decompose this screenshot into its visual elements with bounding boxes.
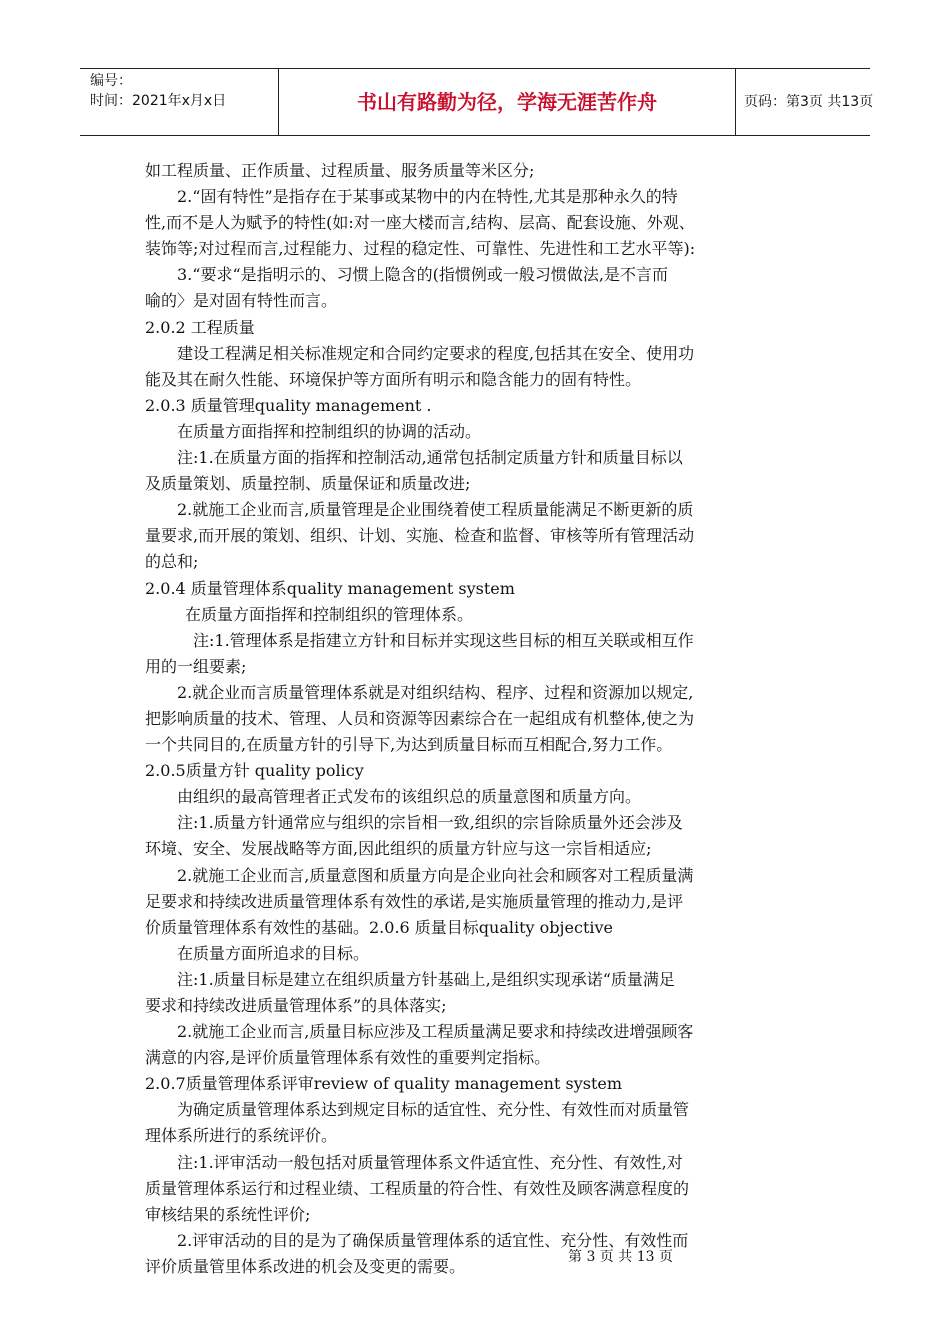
body-line: 3.“要求“是指明示的、习惯上隐含的(指惯例或一般习惯做法,是不言而 <box>177 265 668 285</box>
body-line: 在质量方面指挥和控制组织的协调的活动。 <box>177 421 482 441</box>
section-heading: 2.0.7质量管理体系评审review of quality management system <box>145 1074 623 1094</box>
body-line: 要求和持续改进质量管理体系”的具体落实; <box>145 996 447 1015</box>
body-line: 2.评审活动的目的是为了确保质量管理体系的适宜性、充分性、有效性而 <box>177 1230 689 1250</box>
document-time-label: 时间：2021年x月x日 <box>90 93 227 109</box>
body-line: 如工程质量、正作质量、过程质量、服务质量等米区分; <box>145 161 535 180</box>
body-line: 一个共同目的,在质量方针的引导下,为达到质量目标而互相配合,努力工作。 <box>145 735 673 755</box>
body-line: 为确定质量管理体系达到规定目标的适宜性、充分性、有效性而对质量管 <box>177 1100 690 1120</box>
body-line: 由组织的最高管理者正式发布的该组织总的质量意图和质量方向。 <box>177 787 642 807</box>
body-line: 注:1.质量目标是建立在组织质量方针基础上,是组织实现承诺“质量满足 <box>177 969 675 989</box>
body-line: 注:1.质量方针通常应与组织的宗旨相一致,组织的宗旨除质量外还会涉及 <box>177 813 683 833</box>
document-body <box>145 158 815 1280</box>
section-heading: 2.0.2 工程质量 <box>145 317 255 337</box>
section-heading: 2.0.3 质量管理quality management . <box>145 395 432 415</box>
body-line: 注:1.管理体系是指建立方针和目标并实现这些目标的相互关联或相互作 <box>193 630 694 650</box>
section-heading: 2.0.5质量方针 quality policy <box>145 761 364 781</box>
body-line: 价质量管理体系有效性的基础。2.0.6 质量目标quality objective <box>145 917 613 937</box>
body-line: 2.就施工企业而言,质量管理是企业围绕着使工程质量能满足不断更新的质 <box>177 500 694 520</box>
body-line: 满意的内容,是评价质量管理体系有效性的重要判定指标。 <box>145 1048 551 1068</box>
body-line: 的总和; <box>145 552 199 572</box>
body-line: 足要求和持续改进质量管理体系有效性的承诺,是实施质量管理的推动力,是评 <box>145 891 684 911</box>
body-line: 建设工程满足相关标准规定和合同约定要求的程度,包括其在安全、使用功 <box>177 343 695 363</box>
body-line: 环境、安全、发展战略等方面,因此组织的质量方针应与这一宗旨相适应; <box>145 839 652 859</box>
header-page-info: 页码：第3页 共13页 <box>744 94 874 110</box>
body-line: 2.就施工企业而言,质量目标应涉及工程质量满足要求和持续改进增强顾客 <box>177 1022 694 1042</box>
header-motto: 书山有路勤为径，学海无涯苦作舟 <box>279 69 736 135</box>
body-line: 2.就施工企业而言,质量意图和质量方向是企业向社会和顾客对工程质量满 <box>177 865 694 885</box>
body-line: 审核结果的系统性评价; <box>145 1204 311 1224</box>
document-number-label: 编号： <box>90 73 132 89</box>
body-line: 在质量方面所追求的目标。 <box>177 943 370 963</box>
body-line: 质量管理体系运行和过程业绩、工程质量的符合性、有效性及顾客满意程度的 <box>145 1178 690 1198</box>
body-line: 2.“固有特性”是指存在于某事或某物中的内在特性,尤其是那种永久的特 <box>177 187 678 207</box>
body-line: 喻的〉是对固有特性而言。 <box>145 291 338 311</box>
body-line: 在质量方面指挥和控制组织的管理体系。 <box>185 604 474 624</box>
body-line: 注:1.评审活动一般包括对质量管理体系文件适宜性、充分性、有效性,对 <box>177 1152 683 1172</box>
body-line: 性,而不是人为赋予的特性(如:对一座大楼而言,结构、层高、配套设施、外观、 <box>145 213 695 233</box>
page-header <box>80 68 874 136</box>
section-heading: 2.0.4 质量管理体系quality management system <box>145 578 515 598</box>
body-line: 把影响质量的技术、管理、人员和资源等因素综合在一起组成有机整体,使之为 <box>145 708 695 728</box>
header-meta <box>80 69 279 135</box>
page-footer: 第 3 页 共 13 页 <box>568 1249 673 1265</box>
body-line: 及质量策划、质量控制、质量保证和质量改进; <box>145 474 471 494</box>
body-line: 装饰等;对过程而言,过程能力、过程的稳定性、可靠性、先进性和工艺水平等): <box>145 239 696 259</box>
body-line: 评价质量管里体系改进的机会及变更的需要。 <box>145 1256 466 1276</box>
body-line: 理体系所进行的系统评价。 <box>145 1126 338 1146</box>
body-line: 量要求,而开展的策划、组织、计划、实施、检查和监督、审核等所有管理活动 <box>145 526 695 546</box>
body-line: 用的一组要素; <box>145 656 247 676</box>
body-line: 能及其在耐久性能、环境保护等方面所有明示和隐含能力的固有特性。 <box>145 369 642 389</box>
body-line: 2.就企业而言质量管理体系就是对组织结构、程序、过程和资源加以规定, <box>177 682 694 702</box>
body-line: 注:1.在质量方面的指挥和控制活动,通常包括制定质量方针和质量目标以 <box>177 448 683 468</box>
